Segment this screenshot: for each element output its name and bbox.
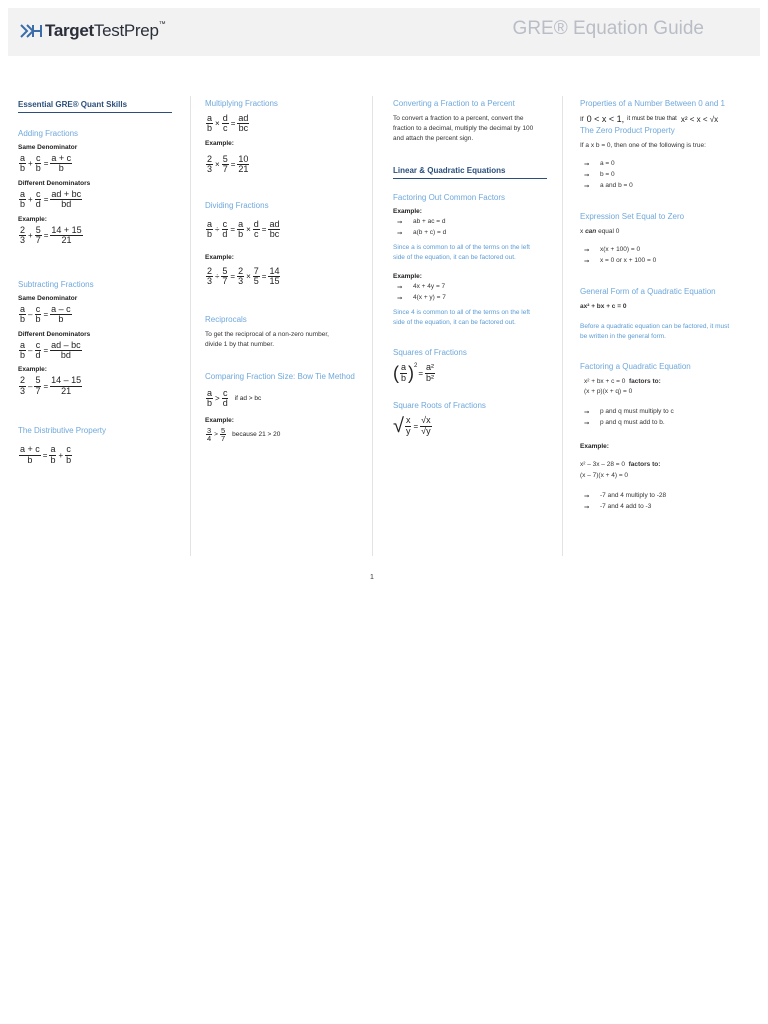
bullet-eq3: ➞ 4x + 4y = 7 bbox=[397, 283, 446, 292]
heading-zero-product: The Zero Product Property bbox=[580, 126, 675, 135]
formula-add-different: $\frac{a}{b}$ + $\frac{c}{d}$ = $\frac{ad + bc}{bd}$ bbox=[20, 188, 82, 210]
page-number: 1 bbox=[370, 574, 374, 581]
column-divider bbox=[562, 96, 563, 556]
column-fractions bbox=[205, 96, 365, 445]
section-title-essential: Essential GRE® Quant Skills bbox=[18, 100, 172, 113]
formula-sub-example: $\frac{2}{3}$ – $\frac{5}{7}$ = $\frac{14 - 15}{21}$ bbox=[20, 375, 82, 396]
label-different-denominators: Different Denominators bbox=[18, 179, 91, 187]
logo-light: TestPrep bbox=[93, 21, 159, 40]
formula-distributive: $\frac{a + c}{b}$ = $\frac{a}{b}$ + $\frac{c}{b}$ bbox=[20, 444, 72, 465]
heading-multiplying-fractions: Multiplying Fractions bbox=[205, 99, 278, 108]
formula-square-fraction: ( $\frac{a}{b}$ ) 2 = $\frac{\text{a²}}{\text{b²}}$ bbox=[393, 362, 435, 384]
heading-expression-zero: Expression Set Equal to Zero bbox=[580, 212, 685, 222]
heading-square-roots: Square Roots of Fractions bbox=[393, 401, 486, 411]
label-example: Example: bbox=[18, 215, 47, 223]
text-if-ad-bc: if ad > bc bbox=[234, 395, 262, 403]
label-example-factoring-2: Example: bbox=[393, 273, 422, 281]
column-linear-quadratic bbox=[393, 96, 547, 438]
formula-example-quadratic: x² – 3x – 28 = 0 factors to: bbox=[580, 461, 661, 469]
label-same-denominator-sub: Same Denominator bbox=[18, 294, 78, 302]
heading-factoring-quadratic: Factoring a Quadratic Equation bbox=[580, 362, 691, 372]
bullet-pq-multiply: ➞ p and q must multiply to c bbox=[584, 408, 674, 417]
column-properties bbox=[580, 96, 750, 514]
label-same-denominator: Same Denominator bbox=[18, 144, 78, 151]
formula-sub-different: $\frac{a}{b}$ – $\frac{c}{d}$ = $\frac{ad - bc}{bd}$ bbox=[20, 339, 81, 360]
label-example-quadratic: Example: bbox=[580, 443, 609, 451]
formula-divide-example: $\frac{2}{3}$ ÷ $\frac{5}{7}$ = $\frac{2}{3}$ × $\frac{7}{5}$ = $\frac{14}{15}$ bbox=[207, 265, 280, 287]
heading-converting-percent: Converting a Fraction to a Percent bbox=[393, 99, 515, 108]
target-logo-icon bbox=[20, 24, 42, 38]
heading-factoring-common: Factoring Out Common Factors bbox=[393, 193, 506, 203]
text-because: because 21 > 20 bbox=[232, 431, 281, 439]
note-factoring-a: Since a is common to all of the terms on the left side of the equation, it can be factored out. bbox=[393, 244, 530, 262]
logo-tm: ™ bbox=[158, 21, 166, 28]
bullet-ex-multiply: ➞ -7 and 4 multiply to -28 bbox=[584, 491, 667, 500]
label-example-factoring: Example: bbox=[393, 208, 422, 216]
label-example-compare: Example: bbox=[205, 416, 234, 424]
bullet-eq2: ➞ a(b + c) = d bbox=[397, 229, 447, 238]
label-example-sub: Example: bbox=[18, 366, 47, 374]
section-title-linear-quadratic: Linear & Quadratic Equations bbox=[393, 166, 547, 179]
heading-comparing-fractions: Comparing Fraction Size: Bow Tie Method bbox=[205, 371, 355, 381]
bullet-ab-zero: ➞ a and b = 0 bbox=[584, 182, 633, 191]
heading-adding-fractions: Adding Fractions bbox=[18, 129, 79, 138]
note-factoring-4: Since 4 is common to all of the terms on the left side of the equation, it can be factored out. bbox=[393, 309, 530, 327]
bullet-eq4: ➞ 4(x + y) = 7 bbox=[397, 294, 446, 303]
label-different-denominators-sub: Different Denominators bbox=[18, 330, 91, 338]
label-example-divide: Example: bbox=[205, 253, 234, 261]
bullet-a-zero: ➞ a = 0 bbox=[584, 160, 615, 169]
note-general-form: Before a quadratic equation can be factored, it must be written in the general form. bbox=[580, 323, 730, 341]
heading-dividing-fractions: Dividing Fractions bbox=[205, 200, 269, 210]
logo bbox=[20, 19, 165, 43]
text-zero-product: If a x b = 0, then one of the following is true: bbox=[580, 142, 706, 149]
heading-squares-fractions: Squares of Fractions bbox=[393, 348, 467, 358]
formula-general-form: ax² + bx + c = 0 bbox=[580, 303, 627, 311]
column-divider bbox=[190, 96, 191, 556]
formula-multiply-example: $\frac{2}{3}$ × $\frac{5}{7}$ = $\frac{10}{21}$ bbox=[207, 153, 249, 175]
text-converting: To convert a fraction to a percent, convert the fraction to a decimal, multiply the decimal by 100 and attach the percent sign. bbox=[393, 115, 534, 143]
bullet-ex-add: ➞ -7 and 4 add to -3 bbox=[584, 502, 652, 511]
formula-add-example: $\frac{2}{3}$ + $\frac{5}{7}$ = $\frac{14 + 15}{21}$ bbox=[20, 224, 82, 246]
formula-multiply: $\frac{a}{b}$ × $\frac{d}{c}$ = $\frac{ad}{bc}$ bbox=[207, 113, 249, 134]
text-can-equal: x can equal 0 bbox=[580, 228, 620, 236]
formula-between-0-1: If 0 < x < 1, it must be true that x² < x < √x bbox=[580, 114, 719, 124]
formula-example-result: (x – 7)(x + 4) = 0 bbox=[580, 471, 629, 479]
heading-reciprocals: Reciprocals bbox=[205, 314, 247, 324]
bullet-expression-2: ➞ x = 0 or x + 100 = 0 bbox=[584, 257, 657, 266]
bullet-pq-add: ➞ p and q must add to b. bbox=[584, 419, 665, 428]
column-divider bbox=[372, 96, 373, 556]
heading-subtracting-fractions: Subtracting Fractions bbox=[18, 279, 94, 289]
formula-sub-same: $\frac{a}{b}$ – $\frac{c}{b}$ = $\frac{a - c}{b}$ bbox=[20, 303, 71, 325]
page-header bbox=[8, 8, 760, 56]
column-essential-skills bbox=[18, 96, 172, 467]
label-example-multiply: Example: bbox=[205, 139, 234, 147]
heading-distributive-property: The Distributive Property bbox=[18, 426, 107, 436]
heading-general-form: General Form of a Quadratic Equation bbox=[580, 287, 716, 297]
bullet-eq1: ➞ ab + ac = d bbox=[397, 218, 446, 227]
bullet-b-zero: ➞ b = 0 bbox=[584, 171, 615, 180]
heading-properties-0-1: Properties of a Number Between 0 and 1 bbox=[580, 99, 725, 108]
formula-factor-general: x² + bx + c = 0 factors to: bbox=[584, 378, 661, 386]
bullet-expression-1: ➞ x(x + 100) = 0 bbox=[584, 246, 641, 255]
formula-add-same: $\frac{a}{b}$ + $\frac{c}{b}$ = $\frac{a + c}{b}$ bbox=[20, 153, 72, 174]
formula-divide: $\frac{a}{b}$ ÷ $\frac{c}{d}$ = $\frac{a}{b}$ × $\frac{d}{c}$ = $\frac{ad}{bc}$ bbox=[207, 218, 280, 240]
text-reciprocals: To get the reciprocal of a non-zero number, divide 1 by that number. bbox=[205, 330, 329, 348]
formula-square-root: √ $\frac{x}{y}$ = $\frac{√x}{√y}$ bbox=[393, 415, 431, 438]
formula-bowtie: $\frac{a}{b}$ > $\frac{c}{d}$ if ad > bc bbox=[207, 387, 262, 409]
document-title: GRE® Equation Guide bbox=[512, 18, 704, 39]
formula-factor-result: (x + p)(x + q) = 0 bbox=[584, 388, 633, 396]
logo-bold: Target bbox=[45, 21, 94, 40]
formula-compare-example: $\frac{3}{4}$ > $\frac{5}{7}$ because 21 > 20 bbox=[207, 425, 281, 444]
